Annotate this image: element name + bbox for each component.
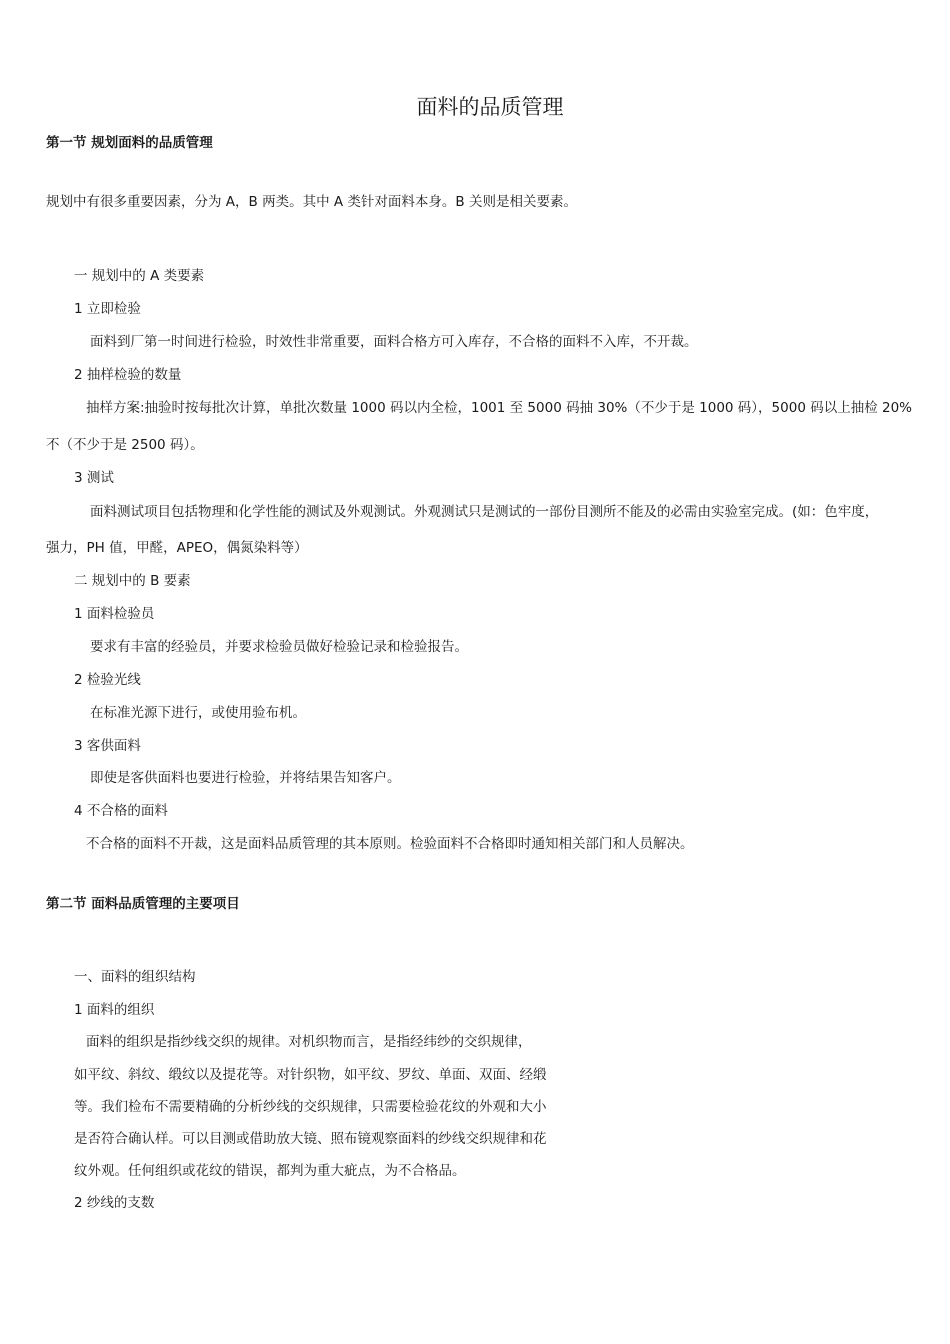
item-b3-text: 即使是客供面料也要进行检验，并将结果告知客户。	[90, 770, 401, 786]
item-s2-1-text-2: 如平纹、斜纹、缎纹以及提花等。对针织物，如平纹、罗纹、单面、双面、经缎	[74, 1067, 547, 1083]
item-s2-1-text-3: 等。我们检布不需要精确的分析纱线的交织规律，只需要检验花纹的外观和大小	[74, 1099, 547, 1115]
part-1-heading: 一、面料的组织结构	[74, 969, 196, 985]
item-a2-text-1: 抽样方案:抽验时按每批次计算，单批次数量 1000 码以内全检，1001 至 5000 码抽 30%（不少于是 1000 码），5000 码以上抽检 20%	[86, 400, 913, 416]
item-a2-heading: 2 抽样检验的数量	[74, 367, 182, 383]
item-s2-1-text-5: 纹外观。任何组织或花纹的错误，都判为重大疵点，为不合格品。	[74, 1163, 466, 1179]
item-s2-1-text-1: 面料的组织是指纱线交织的规律。对机织物而言，是指经纬纱的交织规律，	[86, 1034, 532, 1050]
item-b4-text: 不合格的面料不开裁，这是面料品质管理的其本原则。检验面料不合格即时通知相关部门和人员解决。	[86, 836, 694, 852]
item-s2-2-heading: 2 纱线的支数	[74, 1195, 155, 1211]
item-b3-heading: 3 客供面料	[74, 738, 141, 754]
part-b-heading: 二 规划中的 B 要素	[74, 573, 191, 589]
item-b2-text: 在标准光源下进行，或使用验布机。	[90, 705, 306, 721]
document-title: 面料的品质管理	[416, 95, 564, 119]
item-s2-1-heading: 1 面料的组织	[74, 1002, 155, 1018]
part-a-heading: 一 规划中的 A 类要素	[74, 268, 205, 284]
item-a3-text-2: 强力，PH 值，甲醛，APEO，偶氮染料等）	[46, 540, 308, 556]
item-a2-text-2: 不（不少于是 2500 码）。	[46, 437, 204, 453]
item-a3-heading: 3 测试	[74, 470, 114, 486]
item-a1-text: 面料到厂第一时间进行检验，时效性非常重要，面料合格方可入库存，不合格的面料不入库，不开裁。	[90, 334, 698, 350]
item-b4-heading: 4 不合格的面料	[74, 803, 168, 819]
section-2-heading: 第二节 面料品质管理的主要项目	[46, 896, 240, 912]
section-1-intro: 规划中有很多重要因素，分为 A，B 两类。其中 A 类针对面料本身。B 关则是相关要素。	[46, 194, 577, 210]
item-b1-text: 要求有丰富的经验员，并要求检验员做好检验记录和检验报告。	[90, 639, 468, 655]
item-b1-heading: 1 面料检验员	[74, 606, 155, 622]
item-a3-text-1: 面料测试项目包括物理和化学性能的测试及外观测试。外观测试只是测试的一部份目测所不能及的必需由实验室完成。(如：色牢度，	[90, 504, 879, 520]
section-1-heading: 第一节 规划面料的品质管理	[46, 135, 213, 151]
item-a1-heading: 1 立即检验	[74, 301, 141, 317]
item-b2-heading: 2 检验光线	[74, 672, 141, 688]
item-s2-1-text-4: 是否符合确认样。可以目测或借助放大镜、照布镜观察面料的纱线交织规律和花	[74, 1131, 547, 1147]
